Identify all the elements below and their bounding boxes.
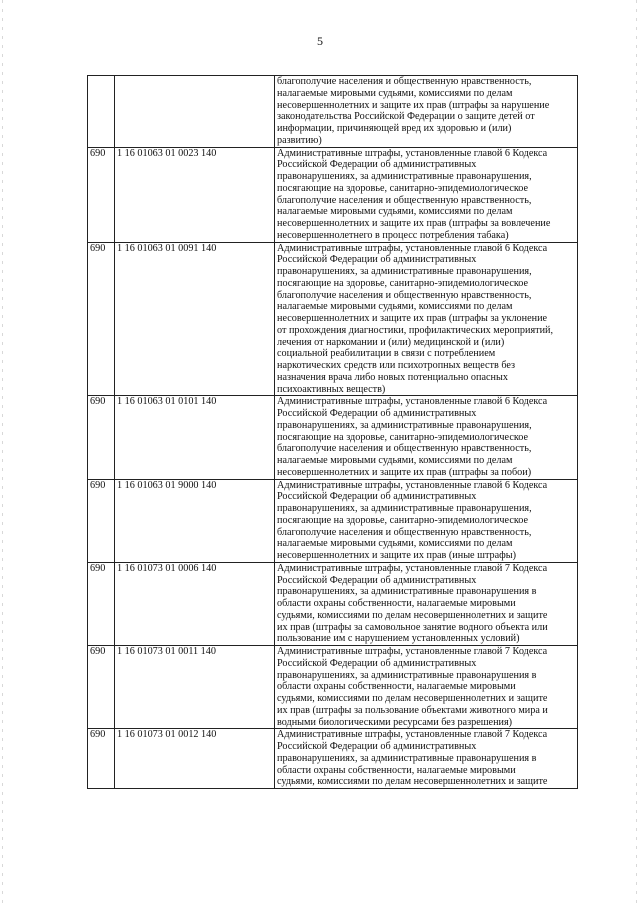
revenue-name-line: психоактивных веществ) [277, 383, 386, 395]
budget-classification-code-cell: 1 16 01063 01 0091 140 [115, 242, 275, 396]
revenue-name-line: водными биологическими ресурсами без разрешения) [277, 716, 513, 728]
table-row [88, 646, 578, 729]
revenue-name-line: назначения врача либо новых потенциально опасных [277, 371, 508, 383]
revenue-name-line: Административные штрафы, установленные главой 6 Кодекса [277, 242, 548, 254]
revenue-name-cell [275, 562, 578, 645]
admin-code-cell: 690 [88, 242, 115, 396]
revenue-name-line: их прав (штрафы за пользование объектами животного мира и [277, 704, 548, 716]
revenue-name-line: правонарушениях, за административные правонарушения в [277, 586, 537, 598]
revenue-name-line: посягающие на здоровье, санитарно-эпидемиологическое [277, 514, 529, 526]
revenue-name-line: от прохождения диагностики, профилактических мероприятий, [277, 324, 554, 336]
revenue-name-line: правонарушениях, за административные правонарушения в [277, 752, 537, 764]
revenue-name-line: Административные штрафы, установленные главой 7 Кодекса [277, 562, 548, 574]
revenue-name-line: благополучие населения и общественную нравственность, [277, 443, 532, 455]
revenue-name-line: налагаемые мировыми судьями, комиссиями по делам [277, 206, 513, 218]
revenue-name-cell [275, 242, 578, 396]
revenue-name-line: благополучие населения и общественную нравственность, [277, 526, 532, 538]
table-row [88, 242, 578, 396]
revenue-name-line: Административные штрафы, установленные главой 6 Кодекса [277, 396, 548, 408]
revenue-name-line: социальной реабилитации в связи с потреблением [277, 348, 496, 360]
revenue-name-line: их прав (штрафы за самовольное занятие водного объекта или [277, 621, 548, 633]
admin-code-cell: 690 [88, 562, 115, 645]
table-row [88, 729, 578, 789]
revenue-name-line: области охраны собственности, налагаемые мировыми [277, 764, 516, 776]
revenue-name-line: Российской Федерации об административных [277, 159, 477, 171]
revenue-name-line: благополучие населения и общественную нравственность, [277, 194, 532, 206]
revenue-name-cell [275, 646, 578, 729]
budget-classification-code-cell [115, 76, 275, 148]
revenue-codes-table [87, 75, 578, 789]
revenue-name-line: судьями, комиссиями по делам несовершеннолетних и защите [277, 693, 548, 704]
budget-classification-code-cell: 1 16 01073 01 0006 140 [115, 562, 275, 645]
revenue-name-line: налагаемые мировыми судьями, комиссиями по делам [277, 301, 513, 313]
revenue-name-line: судьями, комиссиями по делам несовершеннолетних и защите [277, 609, 548, 621]
budget-classification-code-cell: 1 16 01063 01 0101 140 [115, 396, 275, 479]
table-body [88, 76, 578, 789]
revenue-name-line: благополучие населения и общественную нравственность, [277, 289, 532, 301]
revenue-name-line: посягающие на здоровье, санитарно-эпидемиологическое [277, 182, 529, 194]
revenue-name-line: несовершеннолетних и защите их прав (иные штрафы) [277, 550, 517, 561]
revenue-name-line: Административные штрафы, установленные главой 7 Кодекса [277, 646, 548, 657]
admin-code-cell: 690 [88, 729, 115, 789]
table-row [88, 396, 578, 479]
revenue-name-line: правонарушениях, за административные правонарушения в [277, 669, 537, 681]
revenue-name-line: наркотических средств или психотропных веществ без [277, 360, 516, 371]
revenue-name-cell [275, 729, 578, 789]
revenue-name-line: правонарушениях, за административные правонарушения, [277, 266, 532, 277]
admin-code-cell: 690 [88, 396, 115, 479]
revenue-name-line: информации, причиняющей вред их здоровью и (или) [277, 123, 512, 134]
revenue-name-line: Административные штрафы, установленные главой 7 Кодекса [277, 729, 548, 741]
budget-classification-code-cell: 1 16 01073 01 0012 140 [115, 729, 275, 789]
budget-classification-code-cell: 1 16 01073 01 0011 140 [115, 646, 275, 729]
admin-code-cell: 690 [88, 147, 115, 242]
revenue-name-line: посягающие на здоровье, санитарно-эпидемиологическое [277, 431, 529, 443]
page-number: 5 [317, 34, 323, 48]
revenue-name-line: Российской Федерации об административных [277, 657, 477, 669]
revenue-name-line: несовершеннолетних и защите их прав (штрафы за нарушение [277, 99, 550, 111]
revenue-name-line: Российской Федерации об административных [277, 741, 477, 752]
revenue-name-line: законодательства Российской Федерации о защите детей от [277, 111, 535, 123]
revenue-name-cell [275, 147, 578, 242]
admin-code-cell [88, 76, 115, 148]
table-row [88, 147, 578, 242]
revenue-name-line: Российской Федерации об административных [277, 491, 477, 503]
revenue-name-line: налагаемые мировыми судьями, комиссиями по делам [277, 538, 513, 550]
revenue-name-line: несовершеннолетних и защите их прав (штрафы за вовлечение [277, 218, 551, 229]
table-row [88, 562, 578, 645]
revenue-name-line: посягающие на здоровье, санитарно-эпидемиологическое [277, 277, 529, 289]
table-row [88, 76, 578, 148]
revenue-name-line: правонарушениях, за административные правонарушения, [277, 171, 532, 182]
revenue-name-line: несовершеннолетних и защите их прав (штрафы за уклонение [277, 313, 548, 324]
revenue-name-line: развитию) [277, 134, 322, 146]
admin-code-cell: 690 [88, 646, 115, 729]
revenue-name-line: несовершеннолетних и защите их прав (штрафы за побои) [277, 466, 532, 478]
revenue-name-line: Административные штрафы, установленные главой 6 Кодекса [277, 479, 548, 491]
revenue-name-line: лечения от наркомании и (или) медицинской и (или) [277, 336, 505, 348]
revenue-name-line: правонарушениях, за административные правонарушения, [277, 503, 532, 514]
revenue-name-cell [275, 396, 578, 479]
revenue-name-line: Российской Федерации об административных [277, 574, 477, 586]
budget-classification-code-cell: 1 16 01063 01 0023 140 [115, 147, 275, 242]
revenue-name-line: несовершеннолетнего в процесс потребления табака) [277, 229, 509, 241]
revenue-name-line: налагаемые мировыми судьями, комиссиями по делам [277, 87, 513, 99]
revenue-name-line: пользование им с нарушением установленных условий) [277, 633, 520, 645]
revenue-name-cell [275, 479, 578, 562]
revenue-name-cell [275, 76, 578, 148]
revenue-name-line: налагаемые мировыми судьями, комиссиями по делам [277, 455, 513, 466]
scan-edge-right [636, 0, 637, 905]
revenue-name-line: Российской Федерации об административных [277, 408, 477, 419]
revenue-name-line: области охраны собственности, налагаемые мировыми [277, 598, 516, 609]
budget-classification-code-cell: 1 16 01063 01 9000 140 [115, 479, 275, 562]
revenue-name-line: Административные штрафы, установленные главой 6 Кодекса [277, 147, 548, 159]
table-row [88, 479, 578, 562]
scan-edge-left [2, 0, 3, 905]
admin-code-cell: 690 [88, 479, 115, 562]
revenue-name-line: правонарушениях, за административные правонарушения, [277, 419, 532, 431]
revenue-name-line: благополучие населения и общественную нравственность, [277, 76, 532, 87]
revenue-name-line: судьями, комиссиями по делам несовершеннолетних и защите [277, 776, 548, 788]
revenue-name-line: области охраны собственности, налагаемые мировыми [277, 681, 516, 693]
revenue-name-line: Российской Федерации об административных [277, 254, 477, 266]
